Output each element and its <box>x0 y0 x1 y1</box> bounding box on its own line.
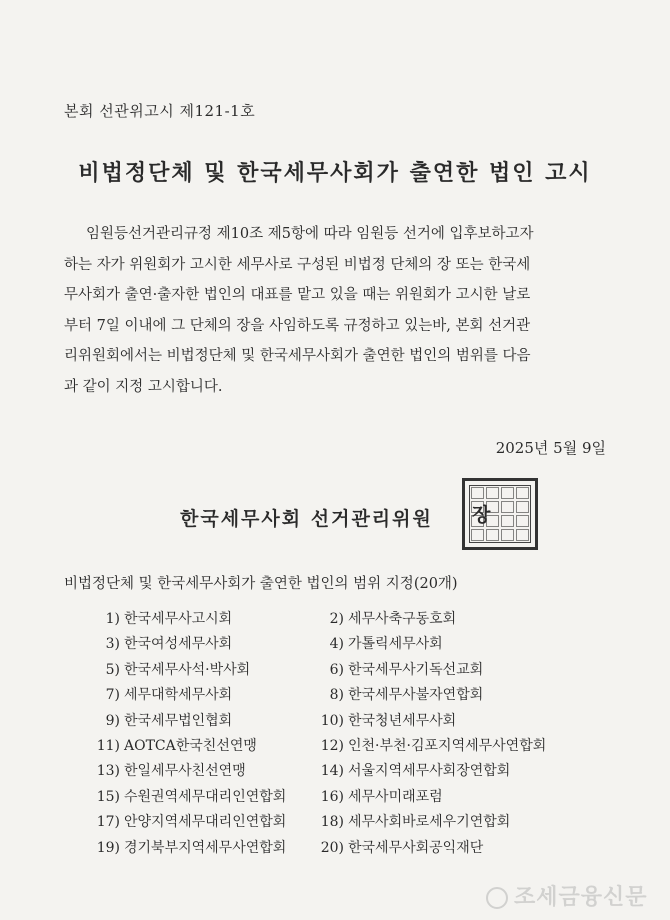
list-item: 20) 한국세무사회공익재단 <box>320 839 484 856</box>
committee-chair-char: 장 <box>472 504 491 526</box>
list-item: 10) 한국청년세무사회 <box>320 712 457 729</box>
body-line: 하는 자가 위원회가 고시한 세무사로 구성된 비법정 단체의 장 또는 한국세 <box>64 256 531 273</box>
body-line: 과 같이 지정 고시합니다. <box>64 378 223 395</box>
watermark-logo-icon <box>486 887 508 909</box>
body-line: 부터 7일 이내에 그 단체의 장을 사임하도록 규정하고 있는바, 본회 선거관 <box>64 317 531 334</box>
watermark: 조세금융신문 <box>486 880 648 911</box>
list-item: 11) AOTCA한국친선연맹 <box>96 737 257 754</box>
body-line: 임원등선거관리규정 제10조 제5항에 따라 임원등 선거에 입후보하고자 <box>86 226 534 242</box>
notice-date: 2025년 5월 9일 <box>495 439 606 457</box>
list-item: 8) 한국세무사불자연합회 <box>329 687 484 704</box>
organization-list <box>84 607 614 861</box>
notice-title: 비법정단체 및 한국세무사회가 출연한 법인 고시 <box>78 160 592 186</box>
list-item: 16) 세무사미래포럼 <box>320 788 443 805</box>
body-line: 리위원회에서는 비법정단체 및 한국세무사회가 출연한 법인의 범위를 다음 <box>64 348 531 364</box>
body-line: 무사회가 출연·출자한 법인의 대표를 맡고 있을 때는 위원회가 고시한 날로 <box>64 287 531 303</box>
list-item: 4) 가톨릭세무사회 <box>329 636 443 653</box>
list-item: 9) 한국세무법인협회 <box>105 712 233 729</box>
notice-number: 본회 선관위고시 제121-1호 <box>64 102 256 120</box>
list-item: 3) 한국여성세무사회 <box>105 636 233 653</box>
list-item: 17) 안양지역세무대리인연합회 <box>96 814 287 831</box>
list-item: 6) 한국세무사기독선교회 <box>329 661 484 678</box>
list-heading: 비법정단체 및 한국세무사회가 출연한 법인의 범위 지정(20개) <box>64 576 458 592</box>
list-item: 1) 한국세무사고시회 <box>105 611 233 627</box>
list-item: 19) 경기북부지역세무사연합회 <box>96 839 287 856</box>
list-item: 14) 서울지역세무사회장연합회 <box>320 763 511 780</box>
committee-name: 한국세무사회 선거관리위원 <box>180 508 433 530</box>
list-item: 13) 한일세무사친선연맹 <box>96 763 246 780</box>
list-item: 12) 인천·부천·김포지역세무사연합회 <box>320 737 547 754</box>
list-item: 2) 세무사축구동호회 <box>329 611 457 627</box>
list-item: 18) 세무사회바로세우기연합회 <box>320 814 511 831</box>
list-item: 7) 세무대학세무사회 <box>105 687 233 704</box>
list-item: 5) 한국세무사석·박사회 <box>105 661 251 678</box>
notice-body <box>64 219 610 402</box>
list-item: 15) 수원권역세무대리인연합회 <box>96 788 287 805</box>
